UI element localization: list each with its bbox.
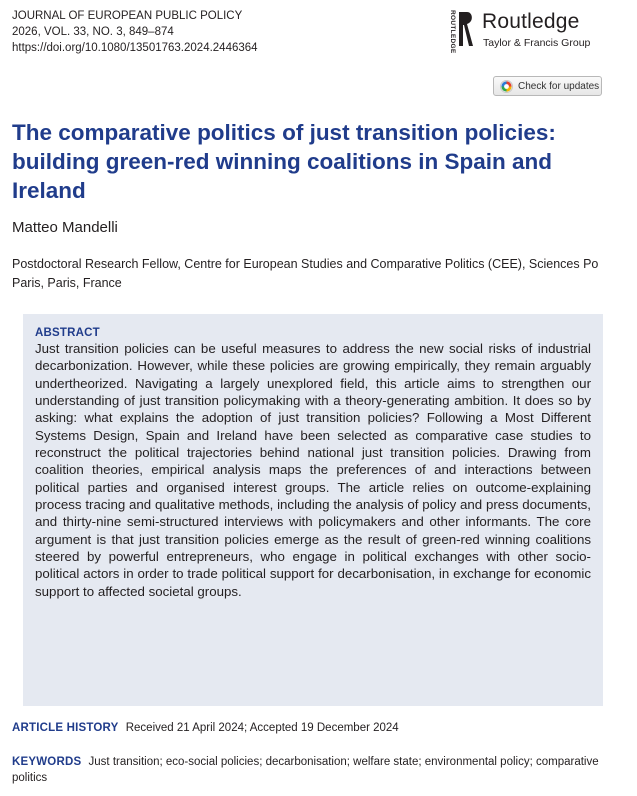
publisher-vertical-label: ROUTLEDGE [449, 10, 456, 54]
publisher-subtitle: Taylor & Francis Group [483, 37, 591, 49]
check-updates-label: Check for updates [518, 80, 600, 92]
keywords-text: Just transition; eco-social policies; decarbonisation; welfare state; environmental policy; comparative politics [12, 756, 599, 784]
journal-issue: 2026, VOL. 33, NO. 3, 849–874 [12, 26, 174, 38]
abstract-text: Just transition policies can be useful measures to address the new social risks of industrial decarbonization. However, while these policies are growing empirically, they remain arguably undertheorized. Navigating a largely unexplored field, this article aims to strengthen our understanding of just transition policymaking with a theory-generating ambition. It does so by asking: what explains the adoption of just transition policies? Following a Most Different Systems Design, Spain and Ireland have been selected as comparative case studies to reconstruct the political trajectories behind national just transition policies. Drawing from coalition theories, empirical analysis maps the preferences of and interactions between political parties and organised interest groups. The article relies on outcome-explaining process tracing and qualitative methods, including the analysis of policy and press documents, and thirty-nine semi-structured interviews with policymakers and other informants. The core argument is that just transition policies emerge as the result of green-red winning coalitions steered by powerful entrepreneurs, who engage in political exchanges with other socio-political actors in order to trade political support for decarbonisation, in exchange for economic support to affected societal groups. [35, 341, 591, 599]
abstract-section [23, 314, 603, 706]
journal-meta [12, 8, 258, 56]
doi-link[interactable]: https://doi.org/10.1080/13501763.2024.2446364 [12, 42, 258, 54]
article-history-text: Received 21 April 2024; Accepted 19 December 2024 [125, 722, 399, 734]
keywords [12, 754, 612, 786]
keywords-label: KEYWORDS [12, 756, 82, 768]
publisher-logo [432, 8, 632, 56]
check-updates-icon [500, 80, 513, 93]
article-title: The comparative politics of just transition policies: building green-red winning coalitions in Spain and Ireland [12, 120, 556, 203]
check-for-updates-button[interactable] [493, 76, 602, 96]
routledge-r-icon [456, 10, 476, 50]
abstract-label: ABSTRACT [35, 327, 100, 339]
publisher-name: Routledge [482, 10, 580, 33]
author-affiliation: Postdoctoral Research Fellow, Centre for European Studies and Comparative Politics (CEE), Sciences Po Paris, Paris, France [12, 257, 599, 290]
article-history [12, 722, 399, 734]
article-history-label: ARTICLE HISTORY [12, 722, 119, 734]
author-name[interactable]: Matteo Mandelli [12, 219, 118, 236]
journal-name: JOURNAL OF EUROPEAN PUBLIC POLICY [12, 10, 243, 22]
